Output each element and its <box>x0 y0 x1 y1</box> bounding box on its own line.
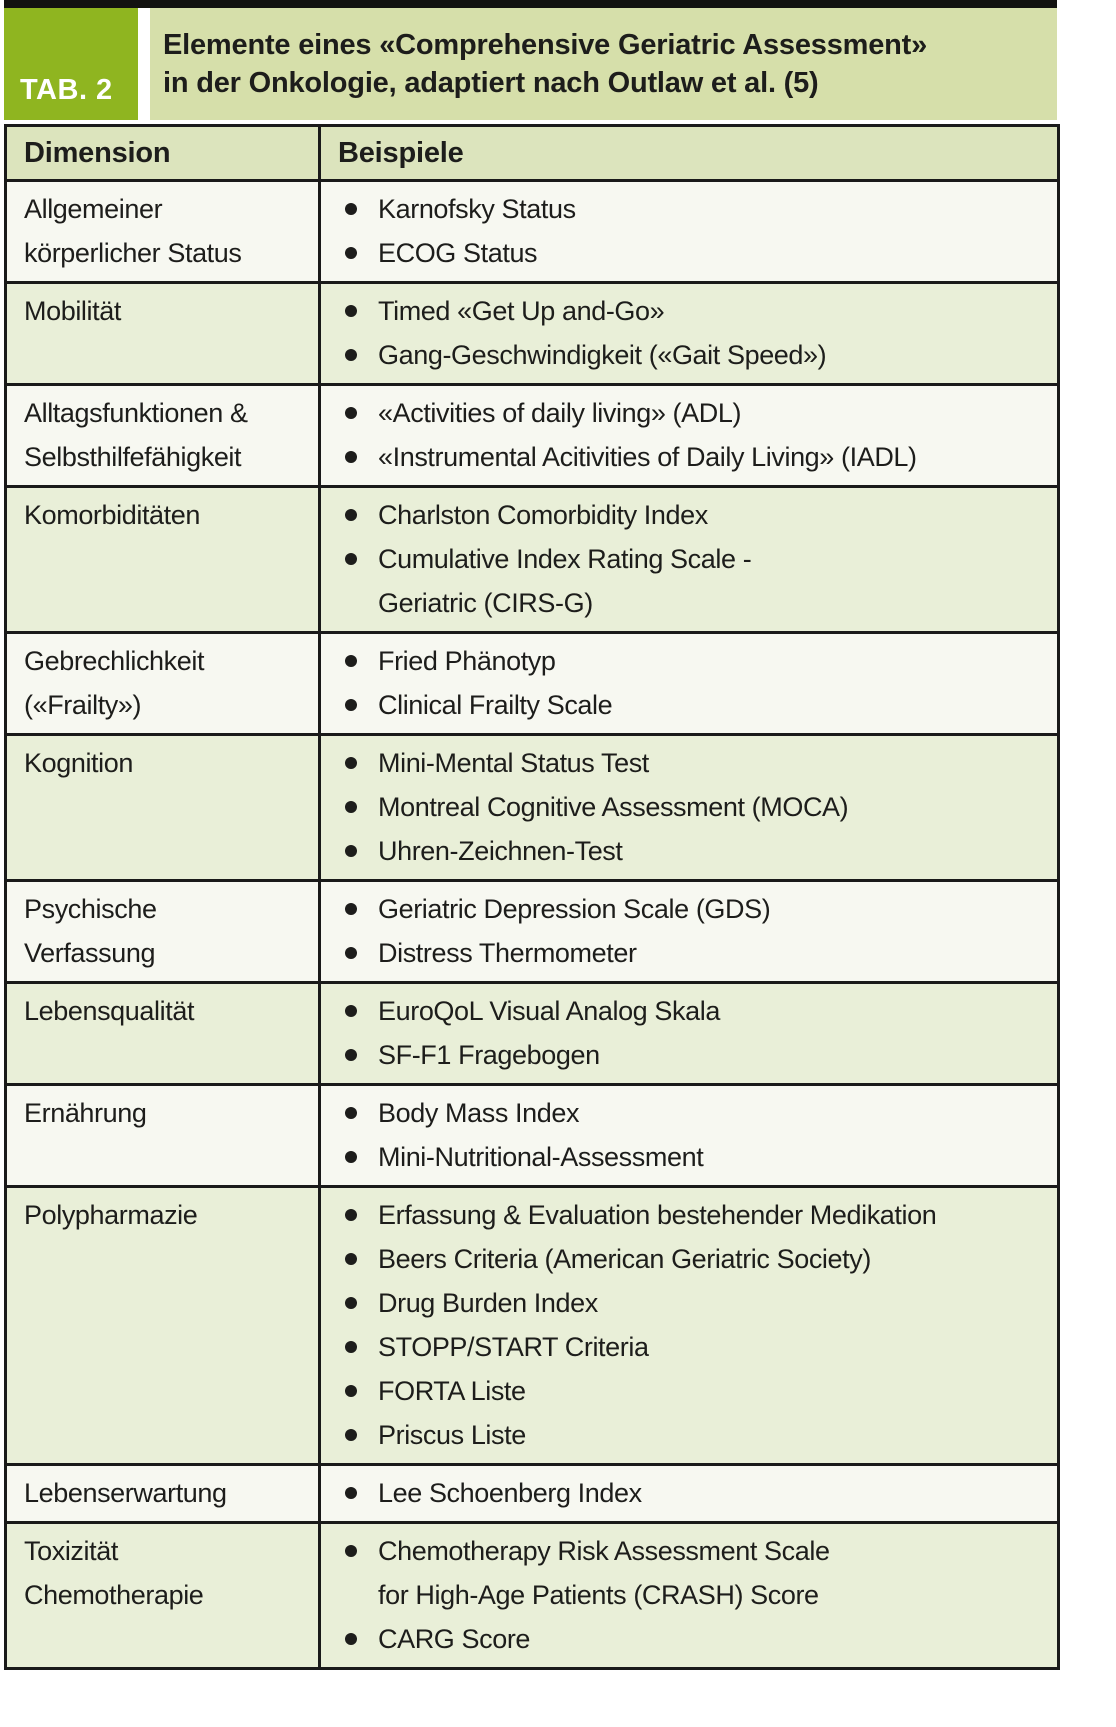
example-item <box>321 537 1057 625</box>
dimension-cell <box>6 487 320 633</box>
example-text <box>357 1193 936 1237</box>
example-item <box>321 1529 1057 1617</box>
table-row <box>6 735 1059 881</box>
top-border-bar <box>4 0 1057 8</box>
example-text-line: «Activities of daily living» (ADL) <box>378 398 742 428</box>
example-text-line: Erfassung & Evaluation bestehender Medikation <box>378 1200 937 1230</box>
example-text-line: Chemotherapy Risk Assessment Scale <box>378 1536 830 1566</box>
example-text <box>357 187 576 231</box>
column-header-dimension: Dimension <box>6 126 320 181</box>
example-text-line: Geriatric (CIRS-G) <box>378 588 593 618</box>
example-item <box>321 187 1057 231</box>
table-body <box>6 181 1059 1669</box>
example-text <box>357 1413 526 1457</box>
example-text-line: Lee Schoenberg Index <box>378 1478 642 1508</box>
example-item <box>321 1281 1057 1325</box>
example-item <box>321 289 1057 333</box>
dimension-label: Chemotherapie <box>24 1580 204 1610</box>
example-text <box>357 435 917 479</box>
bullet-icon <box>345 349 357 361</box>
example-text-line: FORTA Liste <box>378 1376 526 1406</box>
example-text <box>357 1369 526 1413</box>
table-title-line1: Elemente eines «Comprehensive Geriatric Assessment» <box>163 29 928 61</box>
dimension-cell <box>6 1085 320 1187</box>
example-text <box>357 989 720 1033</box>
examples-cell <box>320 1085 1059 1187</box>
bullet-icon <box>345 1545 357 1557</box>
example-text-line: Charlston Comorbidity Index <box>378 500 708 530</box>
examples-cell <box>320 983 1059 1085</box>
dimension-cell <box>6 735 320 881</box>
example-text <box>357 1135 703 1179</box>
table-header-row <box>6 126 1059 181</box>
example-text-line: Karnofsky Status <box>378 194 576 224</box>
example-text <box>357 1471 642 1515</box>
dimension-cell <box>6 633 320 735</box>
example-text <box>357 289 664 333</box>
bullet-icon <box>345 1151 357 1163</box>
example-text-line: ECOG Status <box>378 238 538 268</box>
example-item <box>321 1369 1057 1413</box>
example-item <box>321 435 1057 479</box>
bullet-icon <box>345 509 357 521</box>
dimension-cell <box>6 181 320 283</box>
table-row <box>6 1465 1059 1523</box>
example-text-line: SF-F1 Fragebogen <box>378 1040 600 1070</box>
example-text <box>357 785 848 829</box>
example-item <box>321 1617 1057 1661</box>
example-text-line: for High-Age Patients (CRASH) Score <box>378 1580 819 1610</box>
example-text-line: Priscus Liste <box>378 1420 526 1450</box>
example-text-line: CARG Score <box>378 1624 531 1654</box>
dimension-label: Mobilität <box>24 296 121 326</box>
example-text <box>357 683 612 727</box>
table-row <box>6 1523 1059 1669</box>
dimension-label: Ernährung <box>24 1098 147 1128</box>
bullet-icon <box>345 407 357 419</box>
example-item <box>321 785 1057 829</box>
example-text-line: Body Mass Index <box>378 1098 580 1128</box>
example-text <box>357 493 708 537</box>
example-text <box>357 887 770 931</box>
example-text-line: Drug Burden Index <box>378 1288 598 1318</box>
bullet-icon <box>345 305 357 317</box>
table-row <box>6 181 1059 283</box>
bullet-icon <box>345 1209 357 1221</box>
example-item <box>321 1325 1057 1369</box>
example-text <box>357 639 556 683</box>
example-item <box>321 1135 1057 1179</box>
examples-cell <box>320 735 1059 881</box>
example-text-line: Gang-Geschwindigkeit («Gait Speed») <box>378 340 827 370</box>
examples-cell <box>320 283 1059 385</box>
example-text <box>357 741 649 785</box>
example-text <box>357 1281 598 1325</box>
column-header-beispiele: Beispiele <box>320 126 1059 181</box>
table-row <box>6 1085 1059 1187</box>
examples-cell <box>320 1465 1059 1523</box>
examples-cell <box>320 1187 1059 1465</box>
dimension-label: Psychische <box>24 894 157 924</box>
example-text-line: Cumulative Index Rating Scale - <box>378 544 752 574</box>
table-number-tag <box>4 8 138 120</box>
bullet-icon <box>345 1341 357 1353</box>
example-item <box>321 1471 1057 1515</box>
examples-cell <box>320 181 1059 283</box>
table-row <box>6 983 1059 1085</box>
example-item <box>321 231 1057 275</box>
example-item <box>321 391 1057 435</box>
example-text-line: Clinical Frailty Scale <box>378 690 613 720</box>
bullet-icon <box>345 1107 357 1119</box>
dimension-label: Alltagsfunktionen & <box>24 398 248 428</box>
example-text <box>357 391 741 435</box>
example-text <box>357 1237 871 1281</box>
bullet-icon <box>345 451 357 463</box>
examples-cell <box>320 487 1059 633</box>
example-text <box>357 1529 830 1617</box>
dimension-label: körperlicher Status <box>24 238 242 268</box>
table-row <box>6 283 1059 385</box>
bullet-icon <box>345 1429 357 1441</box>
table-row <box>6 633 1059 735</box>
bullet-icon <box>345 757 357 769</box>
example-item <box>321 683 1057 727</box>
bullet-icon <box>345 947 357 959</box>
example-text <box>357 333 826 377</box>
examples-cell <box>320 1523 1059 1669</box>
example-item <box>321 1091 1057 1135</box>
bullet-icon <box>345 1385 357 1397</box>
dimension-label: Lebensqualität <box>24 996 195 1026</box>
examples-cell <box>320 881 1059 983</box>
example-text-line: Mini-Nutritional-Assessment <box>378 1142 704 1172</box>
example-text <box>357 231 537 275</box>
dimension-label: Kognition <box>24 748 133 778</box>
example-item <box>321 887 1057 931</box>
example-text <box>357 537 751 625</box>
table-row <box>6 385 1059 487</box>
bullet-icon <box>345 247 357 259</box>
table-row <box>6 1187 1059 1465</box>
example-item <box>321 829 1057 873</box>
dimension-cell <box>6 385 320 487</box>
bullet-icon <box>345 845 357 857</box>
dimension-cell <box>6 881 320 983</box>
bullet-icon <box>345 903 357 915</box>
example-text-line: STOPP/START Criteria <box>378 1332 649 1362</box>
bullet-icon <box>345 1049 357 1061</box>
bullet-icon <box>345 1487 357 1499</box>
bullet-icon <box>345 1297 357 1309</box>
table-row <box>6 487 1059 633</box>
example-item <box>321 493 1057 537</box>
example-item <box>321 1193 1057 1237</box>
dimension-label: Toxizität <box>24 1536 118 1566</box>
example-item <box>321 931 1057 975</box>
example-text-line: Montreal Cognitive Assessment (MOCA) <box>378 792 849 822</box>
example-text <box>357 1091 579 1135</box>
example-item <box>321 1237 1057 1281</box>
example-item <box>321 741 1057 785</box>
bullet-icon <box>345 203 357 215</box>
example-text-line: Geriatric Depression Scale (GDS) <box>378 894 771 924</box>
example-text-line: «Instrumental Acitivities of Daily Living» (IADL) <box>378 442 917 472</box>
dimension-label: Allgemeiner <box>24 194 163 224</box>
example-text <box>357 1617 530 1661</box>
example-text-line: EuroQoL Visual Analog Skala <box>378 996 720 1026</box>
dimension-cell <box>6 283 320 385</box>
dimension-cell <box>6 1465 320 1523</box>
dimension-label: Selbsthilfefähigkeit <box>24 442 242 472</box>
example-text-line: Timed «Get Up and-Go» <box>378 296 665 326</box>
bullet-icon <box>345 553 357 565</box>
dimension-label: («Frailty») <box>24 690 142 720</box>
example-item <box>321 333 1057 377</box>
example-text-line: Beers Criteria (American Geriatric Society) <box>378 1244 871 1274</box>
bullet-icon <box>345 1253 357 1265</box>
dimension-label: Polypharmazie <box>24 1200 198 1230</box>
cga-table <box>4 124 1060 1670</box>
examples-cell <box>320 633 1059 735</box>
example-text <box>357 931 637 975</box>
bullet-icon <box>345 699 357 711</box>
example-text-line: Uhren-Zeichnen-Test <box>378 836 623 866</box>
bullet-icon <box>345 1005 357 1017</box>
table-tag-label: TAB. 2 <box>20 74 113 106</box>
example-item <box>321 639 1057 683</box>
example-text-line: Distress Thermometer <box>378 938 637 968</box>
bullet-icon <box>345 1633 357 1645</box>
table-title <box>150 8 1057 120</box>
example-text-line: Mini-Mental Status Test <box>378 748 649 778</box>
example-text-line: Fried Phänotyp <box>378 646 556 676</box>
table-title-line2: in der Onkologie, adaptiert nach Outlaw et al. (5) <box>163 67 819 99</box>
example-item <box>321 1033 1057 1077</box>
example-item <box>321 1413 1057 1457</box>
dimension-label: Gebrechlichkeit <box>24 646 205 676</box>
bullet-icon <box>345 655 357 667</box>
dimension-cell <box>6 1187 320 1465</box>
example-text <box>357 1325 649 1369</box>
dimension-label: Verfassung <box>24 938 156 968</box>
example-text <box>357 829 623 873</box>
dimension-label: Lebenserwartung <box>24 1478 227 1508</box>
table-row <box>6 881 1059 983</box>
table-header-band <box>4 8 1057 120</box>
examples-cell <box>320 385 1059 487</box>
dimension-cell <box>6 1523 320 1669</box>
band-divider-gap <box>138 8 150 120</box>
dimension-label: Komorbiditäten <box>24 500 201 530</box>
dimension-cell <box>6 983 320 1085</box>
example-item <box>321 989 1057 1033</box>
bullet-icon <box>345 801 357 813</box>
example-text <box>357 1033 600 1077</box>
